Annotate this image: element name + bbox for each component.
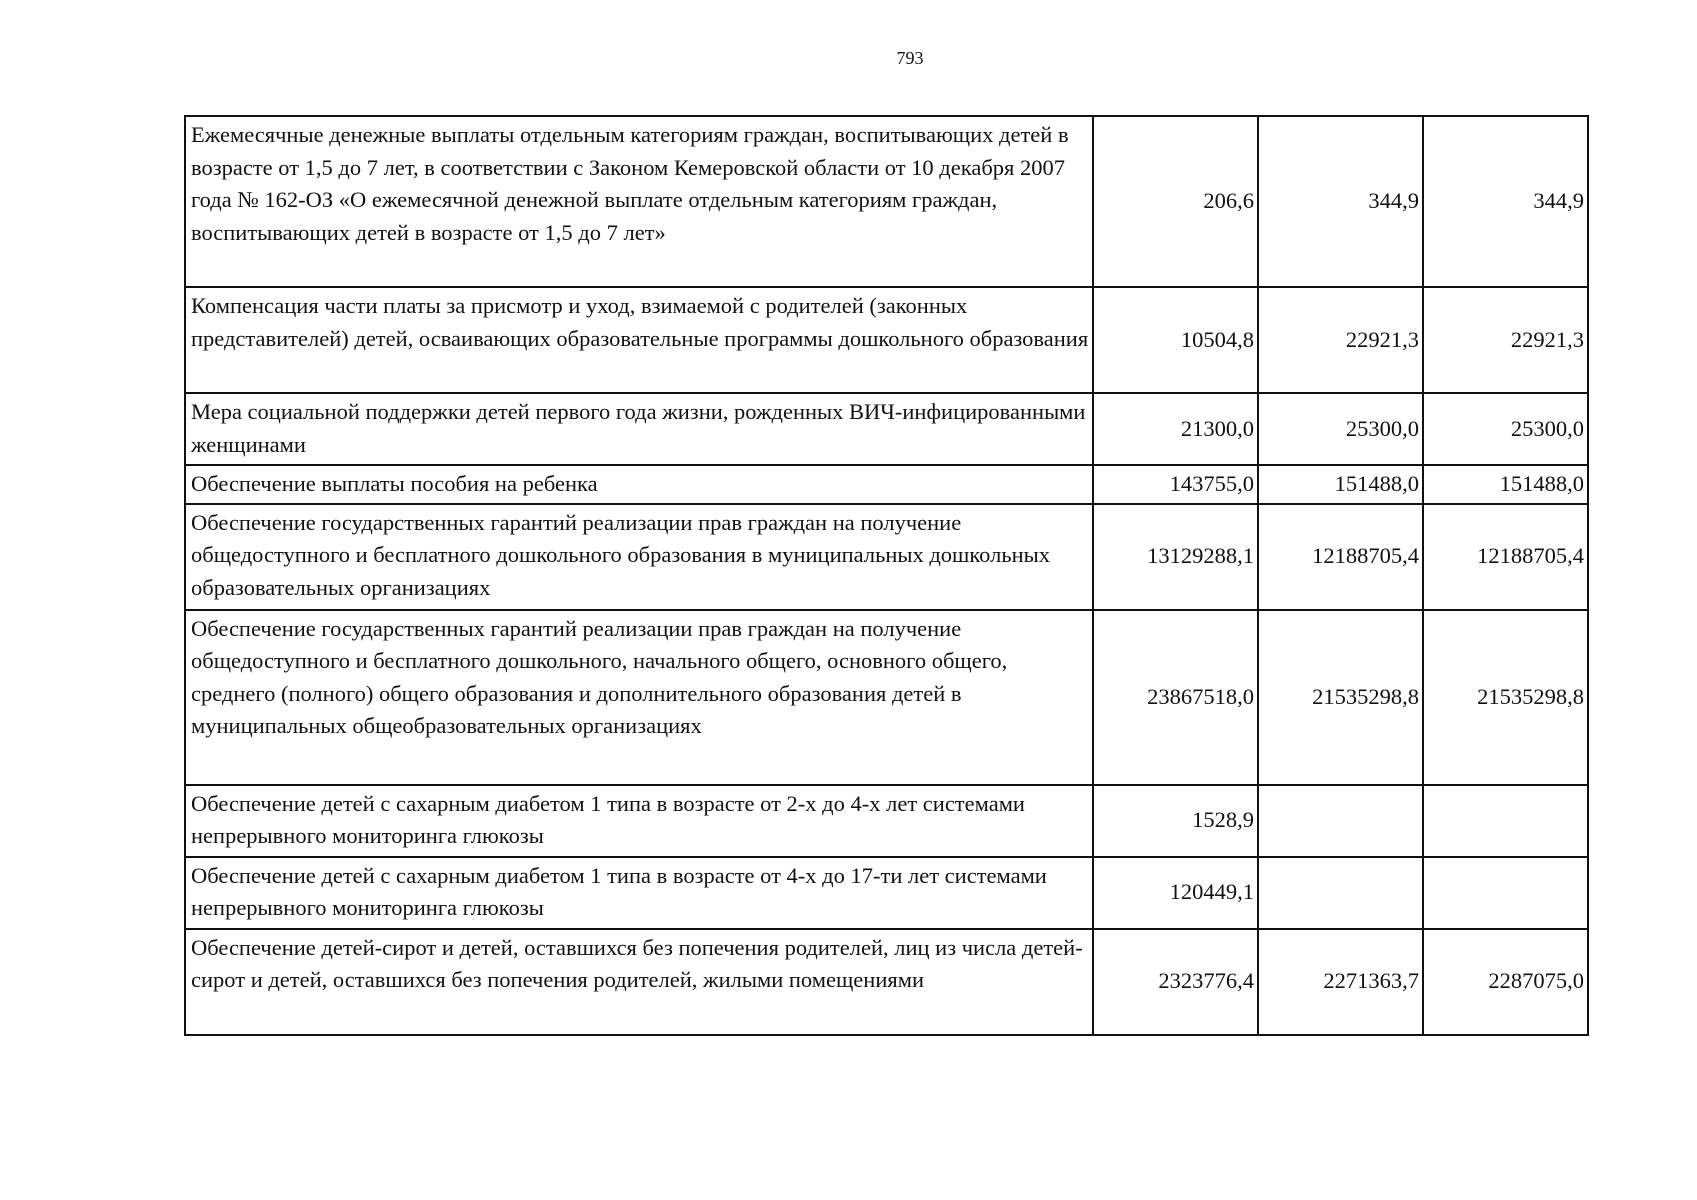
value-cell-1: 143755,0 [1093, 465, 1258, 504]
row-description: Обеспечение детей с сахарным диабетом 1 типа в возрасте от 2-х до 4-х лет системами непрерывного мониторинга глюкозы [185, 785, 1093, 857]
value-cell-1: 23867518,0 [1093, 610, 1258, 785]
table-row [185, 504, 1588, 610]
value-cell-1: 2323776,4 [1093, 929, 1258, 1035]
value-cell-3: 2287075,0 [1423, 929, 1588, 1035]
value-cell-2 [1258, 857, 1423, 929]
value-cell-1: 21300,0 [1093, 393, 1258, 465]
value-cell-3: 22921,3 [1423, 287, 1588, 393]
row-description: Обеспечение детей-сирот и детей, оставшихся без попечения родителей, лиц из числа детей-сирот и детей, оставшихся без попечения родителей, жилыми помещениями [185, 929, 1093, 1035]
row-description: Мера социальной поддержки детей первого года жизни, рожденных ВИЧ-инфицированными женщинами [185, 393, 1093, 465]
value-cell-3: 151488,0 [1423, 465, 1588, 504]
value-cell-3: 25300,0 [1423, 393, 1588, 465]
budget-table [184, 115, 1589, 1036]
value-cell-2: 2271363,7 [1258, 929, 1423, 1035]
value-cell-3 [1423, 785, 1588, 857]
row-description: Обеспечение государственных гарантий реализации прав граждан на получение общедоступного и бесплатного дошкольного образования в муниципальных дошкольных образовательных организациях [185, 504, 1093, 610]
value-cell-2: 25300,0 [1258, 393, 1423, 465]
value-cell-2 [1258, 785, 1423, 857]
value-cell-1: 10504,8 [1093, 287, 1258, 393]
table-row [185, 857, 1588, 929]
table-row [185, 116, 1588, 287]
value-cell-3: 344,9 [1423, 116, 1588, 287]
row-description: Ежемесячные денежные выплаты отдельным категориям граждан, воспитывающих детей в возрасте от 1,5 до 7 лет, в соответствии с Законом Кемеровской области от 10 декабря 2007 года № 162-ОЗ «О ежемесячной денежной выплате отдельным категориям граждан, воспитывающих детей в возрасте от 1,5 до 7 лет» [185, 116, 1093, 287]
row-description: Обеспечение выплаты пособия на ребенка [185, 465, 1093, 504]
value-cell-2: 22921,3 [1258, 287, 1423, 393]
value-cell-3: 12188705,4 [1423, 504, 1588, 610]
table-row [185, 465, 1588, 504]
table-row [185, 785, 1588, 857]
value-cell-1: 1528,9 [1093, 785, 1258, 857]
value-cell-1: 120449,1 [1093, 857, 1258, 929]
value-cell-3 [1423, 857, 1588, 929]
row-description: Обеспечение государственных гарантий реализации прав граждан на получение общедоступного и бесплатного дошкольного, начального общего, основного общего, среднего (полного) общего образования и дополнительного образования детей в муниципальных общеобразовательных организациях [185, 610, 1093, 785]
value-cell-3: 21535298,8 [1423, 610, 1588, 785]
table-row [185, 287, 1588, 393]
value-cell-2: 344,9 [1258, 116, 1423, 287]
table-row [185, 929, 1588, 1035]
page-number: 793 [896, 48, 924, 68]
row-description: Компенсация части платы за присмотр и уход, взимаемой с родителей (законных представителей) детей, осваивающих образовательные программы дошкольного образования [185, 287, 1093, 393]
value-cell-2: 12188705,4 [1258, 504, 1423, 610]
value-cell-2: 21535298,8 [1258, 610, 1423, 785]
value-cell-2: 151488,0 [1258, 465, 1423, 504]
table-row [185, 393, 1588, 465]
value-cell-1: 13129288,1 [1093, 504, 1258, 610]
value-cell-1: 206,6 [1093, 116, 1258, 287]
row-description: Обеспечение детей с сахарным диабетом 1 типа в возрасте от 4-х до 17-ти лет системами непрерывного мониторинга глюкозы [185, 857, 1093, 929]
table-row [185, 610, 1588, 785]
